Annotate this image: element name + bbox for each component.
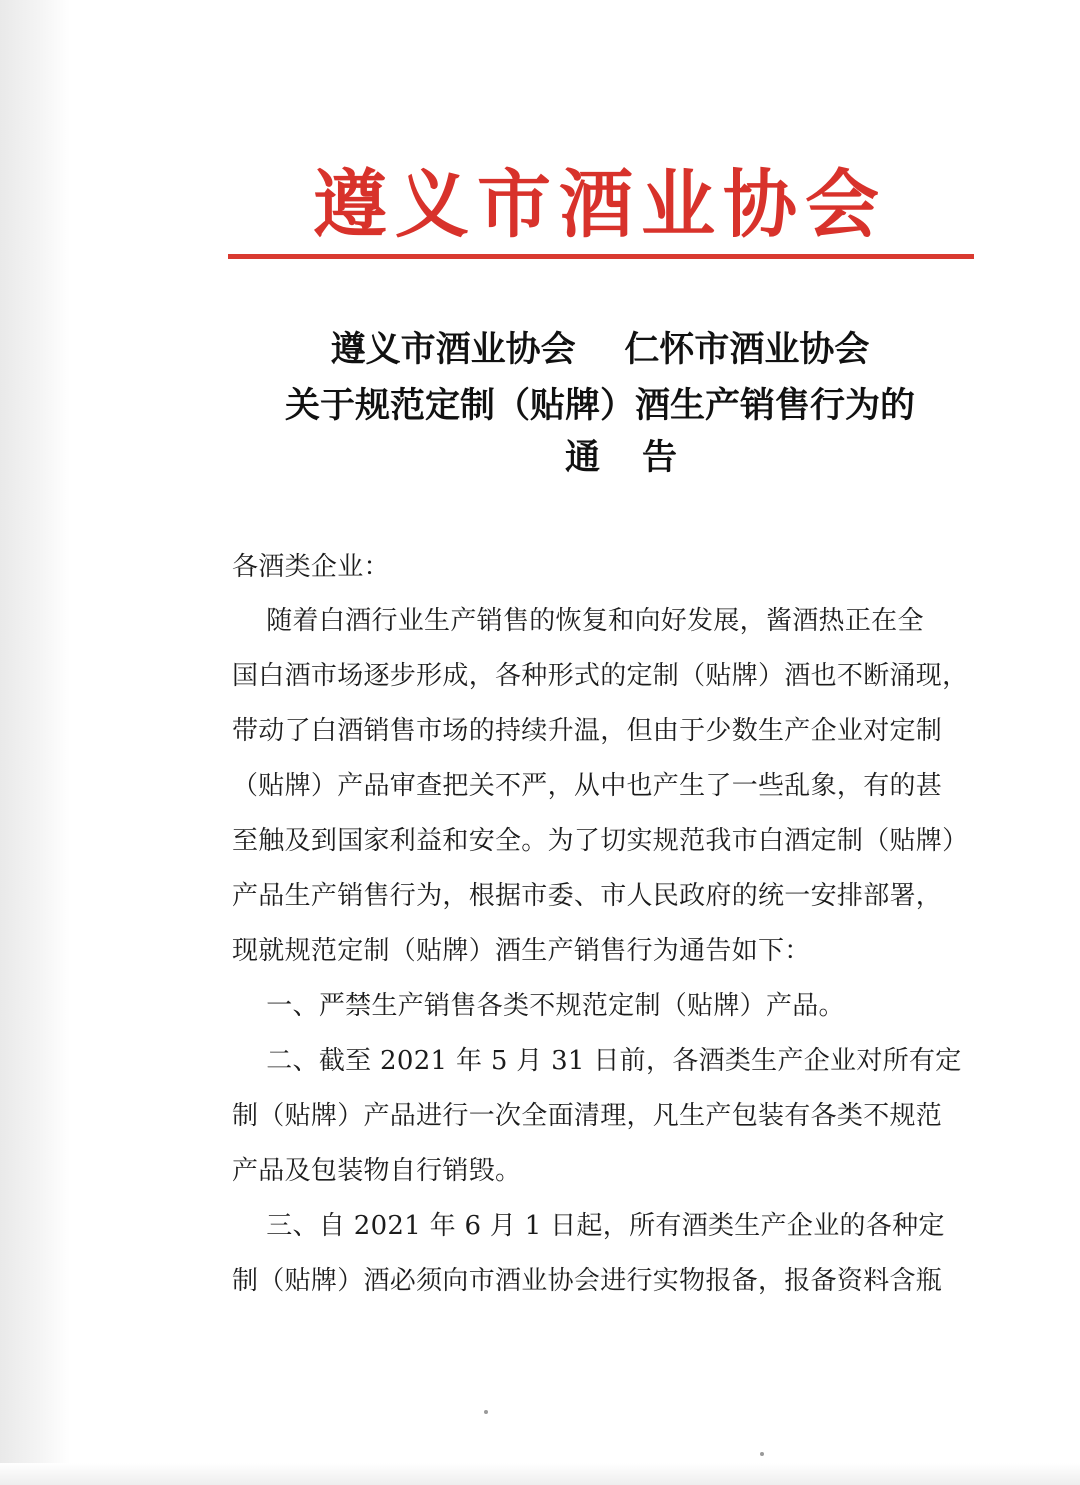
body-line: 产品及包装物自行销毁。	[232, 1156, 522, 1186]
body-line: 一、严禁生产销售各类不规范定制（贴牌）产品。	[232, 991, 845, 1021]
notice-title-line-2: 关于规范定制（贴牌）酒生产销售行为的	[284, 386, 915, 426]
notice-title-line-1: 遵义市酒业协会 仁怀市酒业协会	[330, 330, 870, 370]
body-line: 随着白酒行业生产销售的恢复和向好发展，酱酒热正在全	[232, 606, 924, 636]
body-line: （贴牌）产品审查把关不严，从中也产生了一些乱象，有的甚	[232, 771, 943, 801]
body-line: 国白酒市场逐步形成，各种形式的定制（贴牌）酒也不断涌现，	[232, 661, 969, 691]
salutation: 各酒类企业：	[232, 552, 390, 582]
notice-title-line-3: 通告	[564, 438, 719, 478]
scan-speck	[484, 1410, 488, 1414]
body-line: 现就规范定制（贴牌）酒生产销售行为通告如下：	[232, 936, 811, 966]
body-line: 二、截至 2021 年 5 月 31 日前，各酒类生产企业对所有定	[232, 1046, 962, 1076]
scan-speck	[760, 1452, 764, 1456]
letterhead-title: 遵义市酒业协会	[313, 162, 887, 248]
body-line: 制（贴牌）酒必须向市酒业协会进行实物报备，报备资料含瓶	[232, 1266, 943, 1296]
body-line: 产品生产销售行为，根据市委、市人民政府的统一安排部署，	[232, 881, 943, 911]
body-line: 至触及到国家利益和安全。为了切实规范我市白酒定制（贴牌）	[232, 826, 969, 856]
body-line: 制（贴牌）产品进行一次全面清理，凡生产包装有各类不规范	[232, 1101, 943, 1131]
letterhead-red-rule	[228, 254, 974, 259]
body-line: 带动了白酒销售市场的持续升温，但由于少数生产企业对定制	[232, 716, 943, 746]
body-line: 三、自 2021 年 6 月 1 日起，所有酒类生产企业的各种定	[232, 1211, 945, 1241]
